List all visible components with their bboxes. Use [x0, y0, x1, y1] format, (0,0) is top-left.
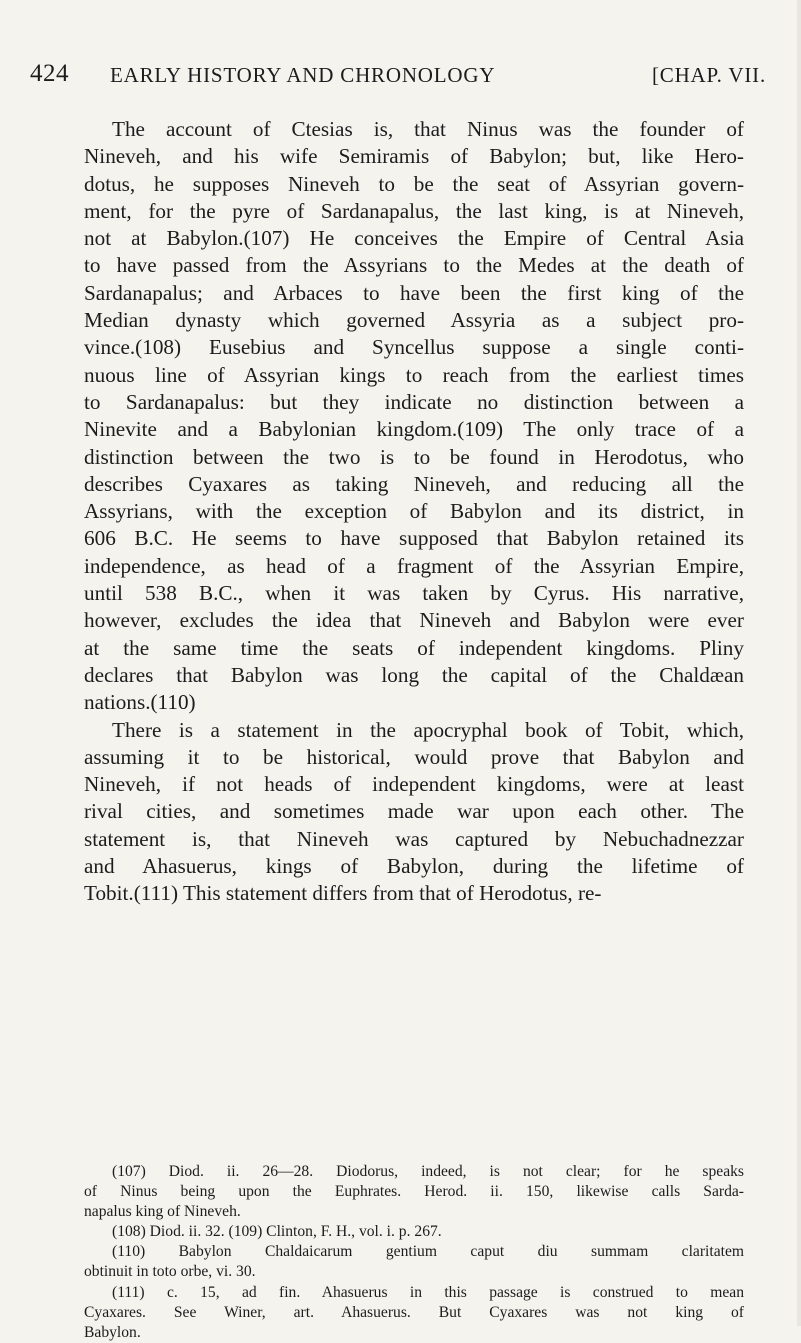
body-line: 606 B.C. He seems to have supposed that Babylon retained its — [84, 526, 744, 551]
body-line: ment, for the pyre of Sardanapalus, the last king, is at Nineveh, — [84, 198, 744, 223]
body-line: dotus, he supposes Nineveh to be the seat of Assyrian govern- — [84, 171, 744, 196]
body-line: at the same time the seats of independent kingdoms. Pliny — [84, 635, 744, 660]
body-line: distinction between the two is to be found in Herodotus, who — [84, 444, 744, 469]
body-line: independence, as head of a fragment of the Assyrian Empire, — [84, 553, 744, 578]
body-line: Nineveh, and his wife Semiramis of Babylon; but, like Hero- — [84, 144, 744, 169]
body-line: describes Cyaxares as taking Nineveh, and reducing all the — [84, 471, 744, 496]
footnote-line: napalus king of Nineveh. — [84, 1203, 241, 1221]
running-header — [30, 60, 766, 100]
body-line: however, excludes the idea that Nineveh and Babylon were ever — [84, 608, 744, 633]
footnote-line: (107) Diod. ii. 26—28. Diodorus, indeed, is not clear; for he speaks — [112, 1163, 744, 1180]
footnote-line: Cyaxares. See Winer, art. Ahasuerus. But Cyaxares was not king of — [84, 1303, 744, 1321]
body-line: Ninevite and a Babylonian kingdom.(109) The only trace of a — [84, 417, 744, 442]
body-line: Sardanapalus; and Arbaces to have been the first king of the — [84, 280, 744, 305]
body-line: Assyrians, with the exception of Babylon and its district, in — [84, 499, 744, 524]
running-title: EARLY HISTORY AND CHRONOLOGY — [110, 63, 496, 87]
body-line: declares that Babylon was long the capital of the Chaldæan — [84, 662, 744, 687]
body-line: rival cities, and sometimes made war upon each other. The — [84, 799, 744, 824]
body-line: Tobit.(111) This statement differs from that of Herodotus, re- — [84, 881, 602, 906]
body-line: to Sardanapalus: but they indicate no distinction between a — [84, 389, 744, 414]
body-line: nuous line of Assyrian kings to reach from the earliest times — [84, 362, 744, 387]
body-line: The account of Ctesias is, that Ninus was the founder of — [112, 117, 744, 141]
body-line: not at Babylon.(107) He conceives the Empire of Central Asia — [84, 226, 744, 251]
body-line: to have passed from the Assyrians to the Medes at the death of — [84, 253, 744, 278]
footnote-line: of Ninus being upon the Euphrates. Herod. ii. 150, likewise calls Sarda- — [84, 1183, 744, 1201]
body-line: nations.(110) — [84, 690, 196, 715]
footnotes — [84, 1162, 744, 1343]
body-text — [84, 116, 744, 908]
body-line: vince.(108) Eusebius and Syncellus suppose a single conti- — [84, 335, 744, 360]
body-line: There is a statement in the apocryphal book of Tobit, which, — [112, 717, 744, 742]
body-line: assuming it to be historical, would prove that Babylon and — [84, 744, 744, 769]
footnote-line: (110) Babylon Chaldaicarum gentium caput diu summam claritatem — [112, 1243, 744, 1261]
footnote-line: (111) c. 15, ad fin. Ahasuerus in this passage is construed to mean — [112, 1283, 744, 1301]
body-line: Nineveh, if not heads of independent kingdoms, were at least — [84, 772, 744, 797]
footnote-line: Babylon. — [84, 1323, 141, 1341]
page-edge — [797, 0, 801, 1326]
footnote-line: (108) Diod. ii. 32. (109) Clinton, F. H., vol. i. p. 267. — [112, 1223, 442, 1241]
body-line: statement is, that Nineveh was captured by Nebuchadnezzar — [84, 826, 744, 851]
body-line: and Ahasuerus, kings of Babylon, during the lifetime of — [84, 854, 744, 879]
body-line: Median dynasty which governed Assyria as a subject pro- — [84, 308, 744, 333]
chapter-label: [CHAP. VII. — [651, 63, 766, 87]
body-line: until 538 B.C., when it was taken by Cyrus. His narrative, — [84, 581, 744, 606]
footnote-line: obtinuit in toto orbe, vi. 30. — [84, 1263, 256, 1281]
page-number: 424 — [30, 60, 69, 87]
